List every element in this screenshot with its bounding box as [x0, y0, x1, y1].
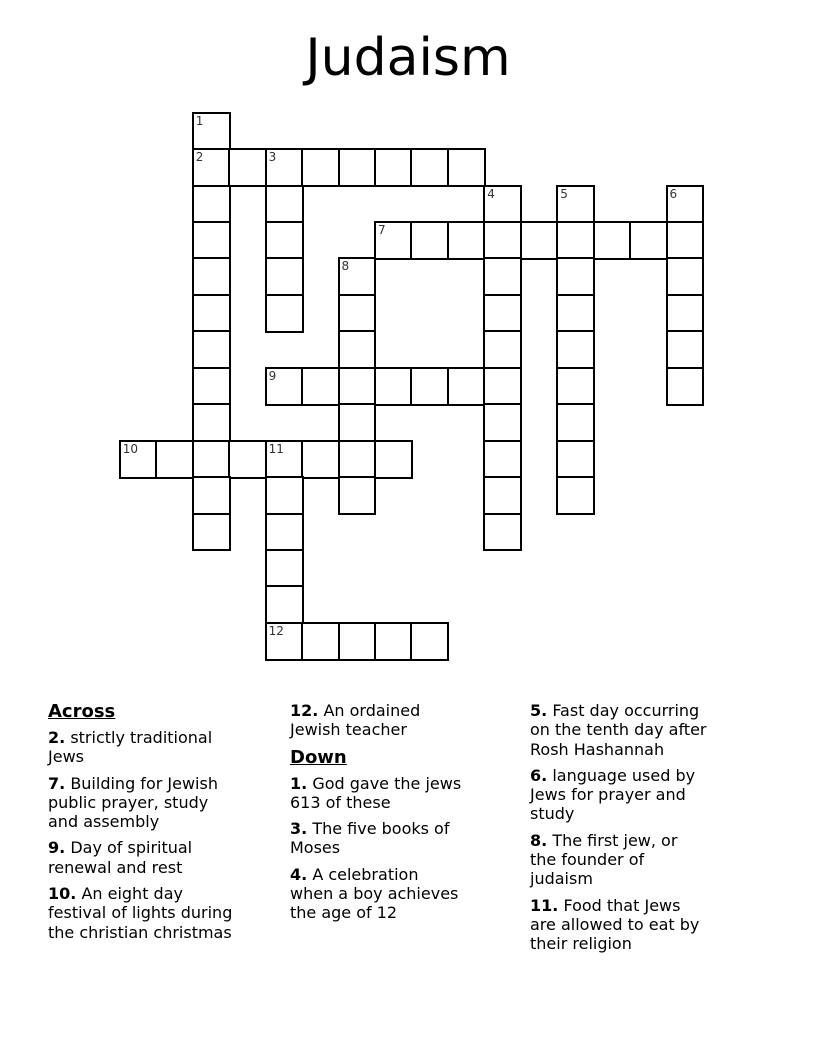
cell-number: 8	[341, 259, 350, 274]
grid-cell[interactable]	[192, 112, 231, 151]
grid-cell[interactable]	[483, 294, 522, 333]
grid-cell[interactable]	[265, 549, 304, 588]
grid-cell[interactable]	[483, 367, 522, 406]
clue-number: 3.	[290, 819, 308, 839]
cell-number: 5	[560, 186, 568, 201]
grid-cell[interactable]	[265, 148, 304, 187]
grid-cell[interactable]	[666, 185, 705, 224]
clue-number: 2.	[48, 728, 66, 747]
grid-cell[interactable]	[666, 257, 705, 296]
clue-item	[530, 831, 707, 889]
cell-number: 10	[122, 441, 139, 456]
grid-cell[interactable]	[666, 330, 705, 369]
clue-column-across	[48, 701, 241, 949]
grid-cell[interactable]	[629, 221, 668, 260]
grid-cell[interactable]	[410, 622, 449, 661]
clue-text: Food that Jews are allowed to eat by their religion	[530, 895, 700, 954]
grid-cell[interactable]	[228, 148, 267, 187]
grid-cell[interactable]	[192, 221, 231, 260]
grid-cell[interactable]	[374, 622, 413, 661]
grid-cell[interactable]	[483, 403, 522, 442]
grid-cell[interactable]	[265, 294, 304, 333]
clue-text: Day of spiritual renewal and rest	[48, 838, 193, 877]
clue-text: God gave the jews 613 of these	[290, 773, 462, 812]
clue-item	[530, 766, 707, 824]
clue-column-right	[530, 701, 707, 961]
puzzle-title: Judaism	[305, 28, 511, 88]
clue-number: 4.	[290, 864, 308, 884]
clue-item	[290, 774, 462, 813]
clue-text: strictly traditional Jews	[48, 728, 213, 767]
grid-cell[interactable]	[483, 476, 522, 515]
clue-item	[48, 728, 241, 767]
grid-cell[interactable]	[410, 148, 449, 187]
grid-cell[interactable]	[301, 440, 340, 479]
grid-cell[interactable]	[338, 440, 377, 479]
cell-number: 2	[195, 150, 204, 165]
cell-number: 11	[268, 441, 284, 456]
grid-cell[interactable]	[301, 148, 340, 187]
cell-number: 7	[377, 222, 386, 237]
clue-text: The five books of Moses	[290, 819, 450, 858]
grid-cell[interactable]	[338, 367, 377, 406]
grid-cell[interactable]	[447, 367, 486, 406]
grid-cell[interactable]	[265, 622, 304, 661]
grid-cell[interactable]	[338, 476, 377, 515]
across-heading: Across	[48, 701, 116, 722]
cell-number: 3	[268, 150, 277, 165]
clue-item	[48, 884, 241, 942]
clue-item	[530, 896, 707, 954]
clue-number: 10.	[48, 884, 77, 904]
grid-cell[interactable]	[301, 367, 340, 406]
cell-number: 9	[268, 368, 277, 383]
cell-number: 4	[487, 186, 495, 201]
grid-cell[interactable]	[192, 185, 231, 224]
grid-cell[interactable]	[593, 221, 632, 260]
grid-cell[interactable]	[338, 148, 377, 187]
grid-cell[interactable]	[556, 257, 595, 296]
grid-cell[interactable]	[265, 221, 304, 260]
grid-cell[interactable]	[556, 476, 595, 515]
grid-cell[interactable]	[483, 221, 522, 260]
grid-cell[interactable]	[556, 185, 595, 224]
grid-cell[interactable]	[119, 440, 158, 479]
grid-cell[interactable]	[338, 330, 377, 369]
grid-cell[interactable]	[192, 257, 231, 296]
grid-cell[interactable]	[666, 294, 705, 333]
clue-number: 7.	[48, 773, 66, 793]
grid-cell[interactable]	[556, 294, 595, 333]
grid-cell[interactable]	[556, 403, 595, 442]
cell-number: 6	[669, 186, 678, 201]
grid-cell[interactable]	[192, 367, 231, 406]
grid-cell[interactable]	[265, 440, 304, 479]
grid-cell[interactable]	[374, 221, 413, 260]
clue-item	[530, 701, 707, 759]
grid-cell[interactable]	[338, 403, 377, 442]
grid-cell[interactable]	[483, 330, 522, 369]
clue-number: 11.	[530, 895, 559, 915]
clue-number: 12.	[290, 701, 319, 720]
clue-number: 8.	[530, 830, 548, 850]
grid-cell[interactable]	[520, 221, 559, 260]
grid-cell[interactable]	[192, 330, 231, 369]
grid-cell[interactable]	[301, 622, 340, 661]
clue-number: 1.	[290, 773, 308, 793]
clue-text: Fast day occurring on the tenth day after Rosh Hashannah	[530, 701, 707, 759]
clue-item	[48, 774, 241, 832]
clue-text: Building for Jewish public prayer, study and assembly	[48, 773, 218, 832]
clue-text: A celebration when a boy achieves the age of 12	[290, 864, 459, 923]
grid-cell[interactable]	[374, 367, 413, 406]
grid-cell[interactable]	[410, 367, 449, 406]
grid-cell[interactable]	[556, 221, 595, 260]
grid-cell[interactable]	[483, 440, 522, 479]
grid-cell[interactable]	[192, 476, 231, 515]
grid-cell[interactable]	[265, 476, 304, 515]
grid-cell[interactable]	[338, 622, 377, 661]
clue-number: 6.	[530, 765, 548, 785]
grid-cell[interactable]	[666, 367, 705, 406]
grid-cell[interactable]	[265, 185, 304, 224]
grid-cell[interactable]	[483, 185, 522, 224]
grid-cell[interactable]	[192, 403, 231, 442]
grid-cell[interactable]	[483, 257, 522, 296]
clue-text: An eight day festival of lights during the christian christmas	[48, 884, 233, 942]
clue-item	[48, 838, 241, 877]
grid-cell[interactable]	[556, 440, 595, 479]
grid-cell[interactable]	[192, 148, 231, 187]
clue-number: 9.	[48, 838, 66, 858]
grid-cell[interactable]	[265, 513, 304, 552]
grid-cell[interactable]	[265, 585, 304, 624]
grid-cell[interactable]	[374, 148, 413, 187]
cell-number: 1	[195, 113, 204, 128]
clue-column-middle	[290, 701, 462, 930]
clue-item	[290, 865, 462, 923]
grid-cell[interactable]	[192, 513, 231, 552]
grid-cell[interactable]	[265, 367, 304, 406]
grid-cell[interactable]	[155, 440, 194, 479]
grid-cell[interactable]	[447, 221, 486, 260]
grid-cell[interactable]	[338, 257, 377, 296]
grid-cell[interactable]	[410, 221, 449, 260]
grid-cell[interactable]	[374, 440, 413, 479]
clue-item	[290, 701, 462, 740]
cell-number: 12	[268, 623, 284, 638]
clue-number: 5.	[530, 701, 548, 720]
grid-cell[interactable]	[556, 367, 595, 406]
clue-text: language used by Jews for prayer and study	[530, 765, 696, 824]
grid-cell[interactable]	[265, 257, 304, 296]
clue-item	[290, 819, 462, 858]
clue-text: An ordained Jewish teacher	[290, 701, 421, 740]
grid-cell[interactable]	[483, 513, 522, 552]
grid-cell[interactable]	[338, 294, 377, 333]
grid-cell[interactable]	[556, 330, 595, 369]
grid-cell[interactable]	[666, 221, 705, 260]
clue-text: The first jew, or the founder of judaism	[530, 830, 678, 889]
grid-cell[interactable]	[447, 148, 486, 187]
down-heading: Down	[290, 746, 347, 768]
grid-cell[interactable]	[228, 440, 267, 479]
grid-cell[interactable]	[192, 440, 231, 479]
grid-cell[interactable]	[192, 294, 231, 333]
